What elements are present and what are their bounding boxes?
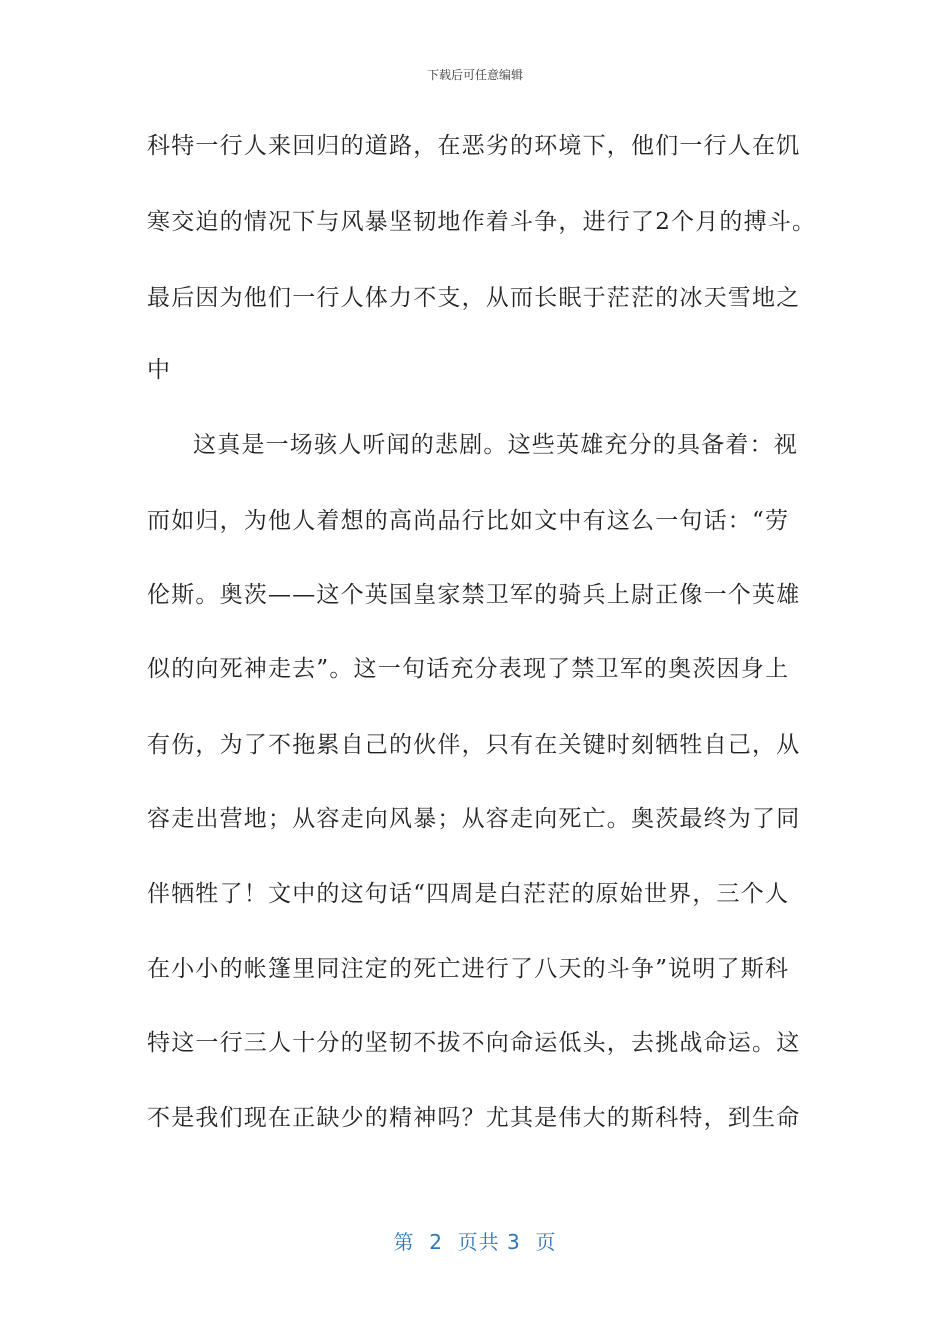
page-header-note: 下载后可任意编辑 (426, 68, 523, 82)
text-line: 科特一行人来回归的道路，在恶劣的环境下，他们一行人在饥 (147, 133, 801, 159)
text-line: 伦斯。奥茨——这个英国皇家禁卫军的骑兵上尉正像一个英雄 (147, 582, 801, 608)
text-line: 有伤，为了不拖累自己的伙伴，只有在关键时刻牺牲自己，从 (147, 732, 801, 758)
text-line: 似的向死神走去”。这一句话充分表现了禁卫军的奥茨因身上 (147, 656, 790, 682)
page-number-footer (0, 1226, 950, 1255)
paragraph-first-line: 这真是一场骇人听闻的悲剧。这些英雄充分的具备着：视 (193, 432, 798, 458)
text-line: 特这一行三人十分的坚韧不拔不向命运低头，去挑战命运。这 (147, 1030, 801, 1056)
text-line: 在小小的帐篷里同注定的死亡进行了八天的斗争”说明了斯科 (147, 956, 790, 982)
text-line: 中 (147, 357, 172, 383)
text-line: 而如归，为他人着想的高尚品行比如文中有这么一句话：“劳 (147, 508, 790, 534)
text-line: 不是我们现在正缺少的精神吗？尤其是伟大的斯科特，到生命 (147, 1105, 801, 1131)
text-line: 容走出营地；从容走向风暴；从容走向死亡。奥茨最终为了同 (147, 806, 801, 832)
text-line: 寒交迫的情况下与风暴坚韧地作着斗争，进行了2个月的搏斗。 (147, 209, 817, 235)
text-line: 最后因为他们一行人体力不支，从而长眠于茫茫的冰天雪地之 (147, 285, 801, 311)
page-number-text: 第 2 页共 3 页 (393, 1230, 557, 1254)
text-line: 伴牺牲了！文中的这句话“四周是白茫茫的原始世界，三个人 (147, 881, 790, 907)
